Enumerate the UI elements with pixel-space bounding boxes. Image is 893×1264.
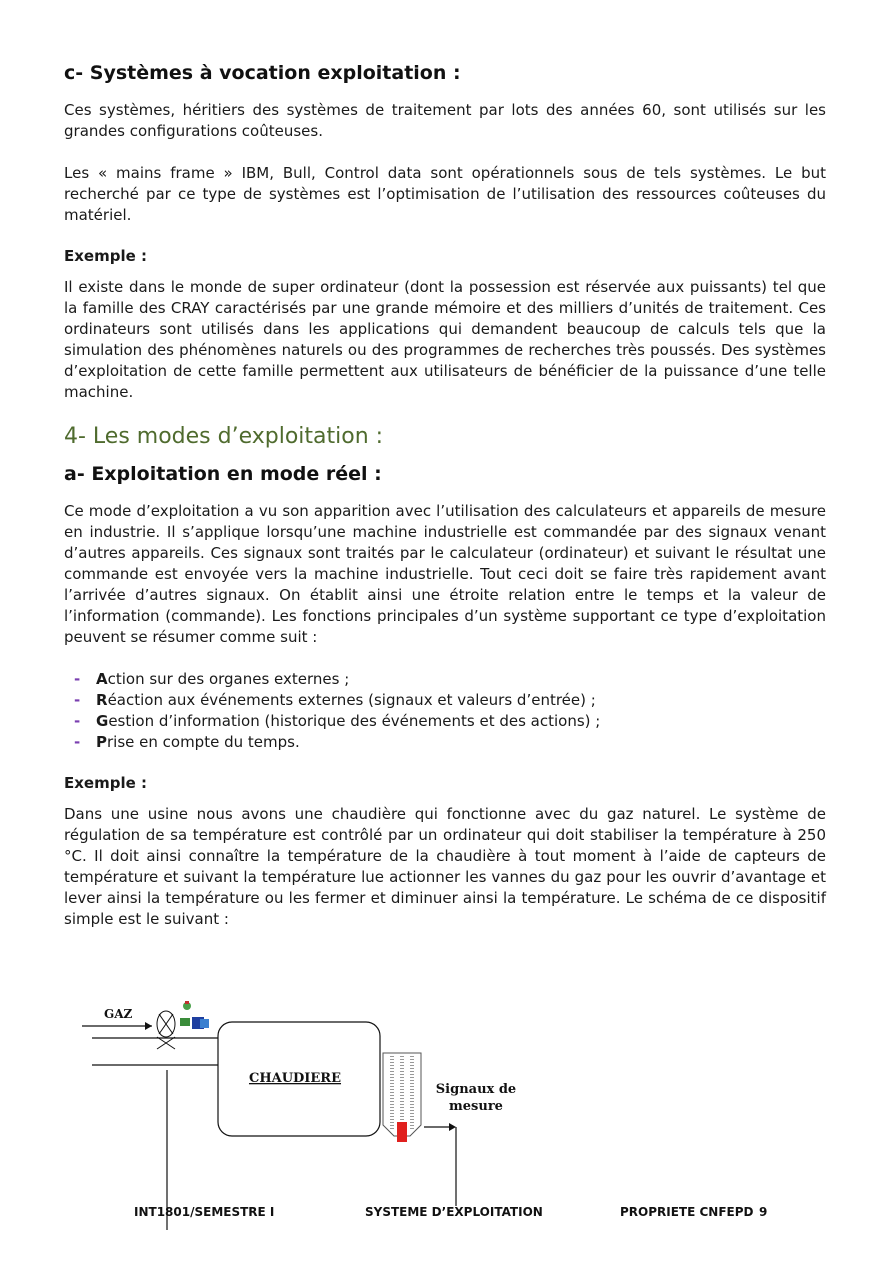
list-item-initial: A (96, 670, 108, 688)
section-c-example-label: Exemple : (64, 247, 147, 265)
list-item (64, 732, 826, 753)
section-4-heading: 4- Les modes d’exploitation : (64, 424, 384, 449)
list-item (64, 669, 826, 690)
list-item-text: ction sur des organes externes ; (107, 670, 350, 688)
list-item-initial: G (96, 712, 109, 730)
section-a-example-label: Exemple : (64, 774, 147, 792)
section-c-paragraph-1: Ces systèmes, héritiers des systèmes de traitement par lots des années 60, sont utilisés sur les grandes configurations coûteuses. (64, 101, 826, 140)
page-footer (0, 1205, 893, 1225)
dash-bullet: - (74, 670, 81, 688)
dash-bullet: - (74, 712, 81, 730)
functions-list (64, 669, 826, 753)
page-content (64, 62, 826, 951)
gas-valve-icon (157, 1011, 175, 1049)
boiler-diagram (0, 990, 893, 1240)
section-a-example-text: Dans une usine nous avons une chaudière qui fonctionne avec du gaz naturel. Le système de régulation de sa température est contrôlé par un ordinateur qui doit stabiliser la température à 250 °C. Il doit ainsi connaître la température de la chaudière à tout moment à l’aide de capteurs de température et suivant la température lue actionner les vannes du gaz pour les ouvrir d’avantage et lever ainsi la température ou les fermer et diminuer ainsi la température. Le schéma de ce dispositif simple est le suivant : (64, 805, 826, 928)
dash-bullet: - (74, 691, 81, 709)
page-number: 9 (759, 1205, 768, 1219)
list-item-initial: P (96, 733, 107, 751)
list-item (64, 690, 826, 711)
list-item-text: rise en compte du temps. (107, 733, 300, 751)
section-a-paragraph-1: Ce mode d’exploitation a vu son apparition avec l’utilisation des calculateurs et appareils de mesure en industrie. Il s’applique lorsqu’une machine industrielle est commandée par des signaux venant d’autres appareils. Ces signaux sont traités par le calculateur (ordinateur) et suivant le résultat une commande est envoyée vers la machine industrielle. Tout ceci doit se faire très rapidement avant l’arrivée d’autres signaux. On établit ainsi une étroite relation entre le temps et la valeur de l’information (commande). Les fonctions principales d’un système supportant ce type d’exploitation peuvent se résumer comme suit : (64, 502, 826, 646)
footer-left: INT1801/SEMESTRE I (134, 1205, 275, 1219)
section-c-heading: c- Systèmes à vocation exploitation : (64, 62, 461, 84)
signal-arrow-head (449, 1123, 456, 1131)
list-item-initial: R (96, 691, 108, 709)
list-item (64, 711, 826, 732)
list-item-text: estion d’information (historique des événements et des actions) ; (108, 712, 601, 730)
valve-actuator-icon (180, 1001, 209, 1029)
footer-center: SYSTEME D’EXPLOITATION (365, 1205, 543, 1219)
footer-right: PROPRIETE CNFEPD (620, 1205, 754, 1219)
section-c-paragraph-2: Les « mains frame » IBM, Bull, Control data sont opérationnels sous de tels systèmes. Le but recherché par ce type de systèmes est l’optimisation de l’utilisation des ressources coûteuses du matériel. (64, 164, 826, 224)
boiler-label: CHAUDIERE (248, 1071, 342, 1086)
gas-arrow-head (145, 1022, 152, 1030)
signal-label-line-1: Signaux de (435, 1082, 517, 1097)
section-c-example-text: Il existe dans le monde de super ordinateur (dont la possession est réservée aux puissants) tel que la famille des CRAY caractérisés par une grande mémoire et des milliers d’unités de traitement. Ces ordinateurs sont utilisés dans les applications qui demandent beaucoup de calculs tels que la simulation des phénomènes naturels ou des programmes de recherches très poussés. Des systèmes d’exploitation de cette famille permettent aux utilisateurs de bénéficier de la puissance d’une telle machine. (64, 278, 826, 401)
list-item-text: éaction aux événements externes (signaux et valeurs d’entrée) ; (107, 691, 596, 709)
thermometer-icon (383, 1053, 421, 1142)
dash-bullet: - (74, 733, 81, 751)
section-a-heading: a- Exploitation en mode réel : (64, 463, 382, 485)
signal-label-line-2: mesure (449, 1099, 503, 1114)
gas-label: GAZ (104, 1007, 133, 1021)
